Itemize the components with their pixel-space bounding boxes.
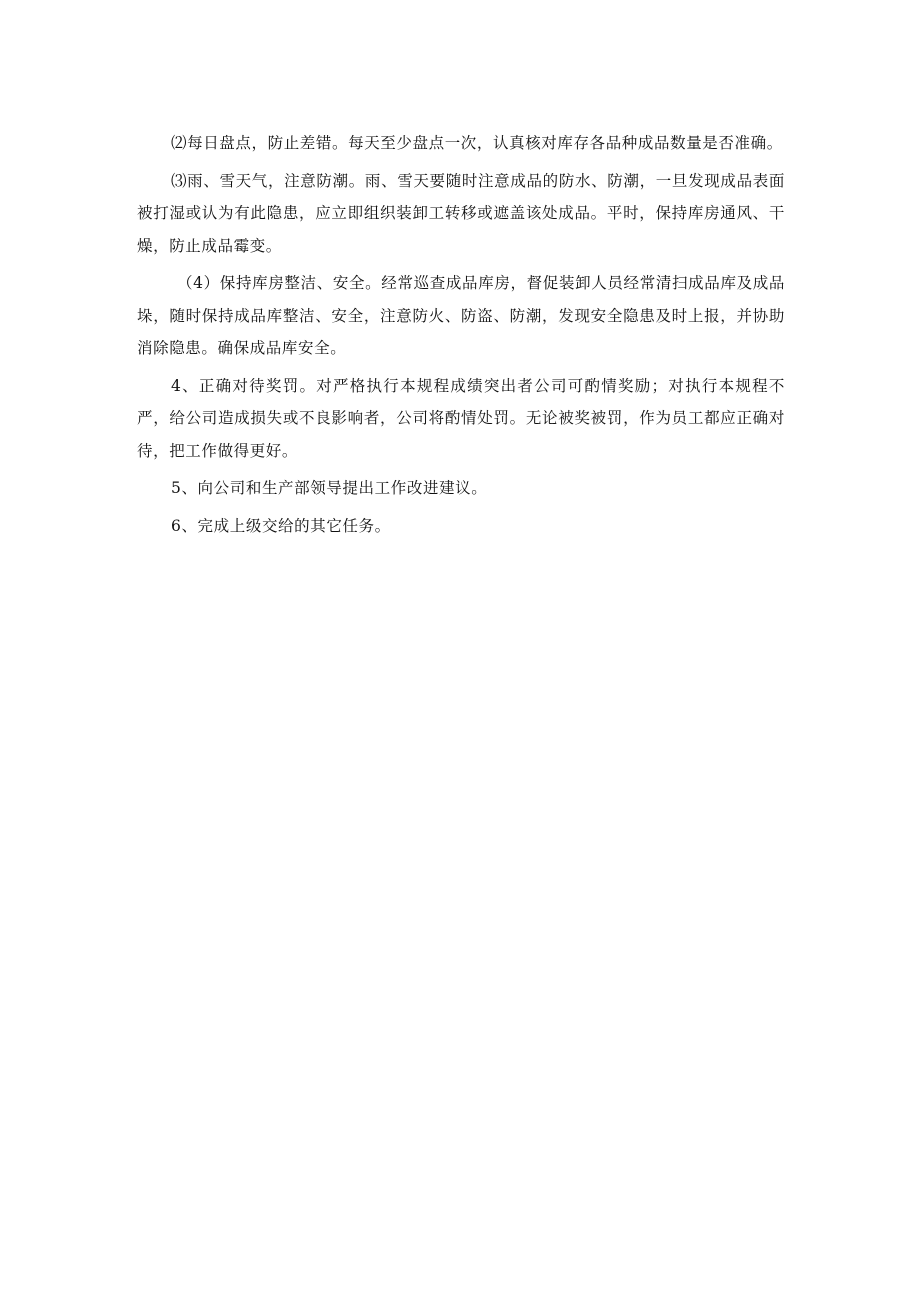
paragraph-warehouse-safety: （4）保持库房整洁、安全。经常巡查成品库房，督促装卸人员经常清扫成品库及成品垛，随时保持成品库整洁、安全，注意防火、防盗、防潮，发现安全隐患及时上报，并协助消除隐患。确保成品库安全。 <box>137 274 785 357</box>
paragraph-moisture-protection: ⑶雨、雪天气，注意防潮。雨、雪天要随时注意成品的防水、防潮，一旦发现成品表面被打湿或认为有此隐患，应立即组织装卸工转移或遮盖该处成品。平时，保持库房通风、干燥，防止成品霉变。 <box>137 171 785 255</box>
document-body <box>137 127 785 547</box>
paragraph-improvement-suggestions: 5、向公司和生产部领导提出工作改进建议。 <box>171 479 488 497</box>
paragraph-other-tasks: 6、完成上级交给的其它任务。 <box>171 516 391 535</box>
paragraph-daily-inventory: ⑵每日盘点，防止差错。每天至少盘点一次，认真核对库存各品种成品数量是否准确。 <box>171 134 783 152</box>
paragraph-rewards-penalties: 4、正确对待奖罚。对严格执行本规程成绩突出者公司可酌情奖励；对执行本规程不严，给公司造成损失或不良影响者，公司将酌情处罚。无论被奖被罚，作为员工都应正确对待，把工作做得更好。 <box>137 376 785 460</box>
